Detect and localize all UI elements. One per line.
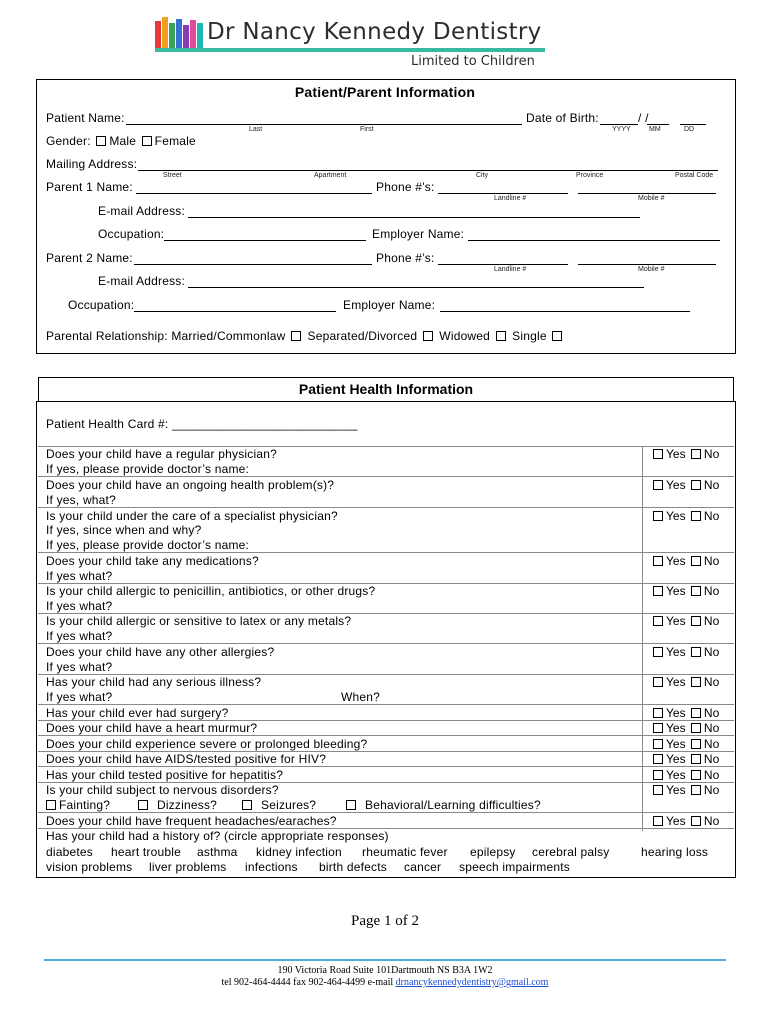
gender-label: Gender: [46,134,91,148]
no-checkbox[interactable] [691,616,701,626]
dob-day-field[interactable] [680,124,706,125]
no-checkbox[interactable] [691,586,701,596]
no-checkbox[interactable] [691,785,701,795]
no-checkbox[interactable] [691,480,701,490]
parent2-email-label: E-mail Address: [98,274,186,288]
parent2-employer-field[interactable] [440,311,690,312]
sub-mobile-1: Mobile # [638,195,665,202]
dob-label: Date of Birth: [526,111,599,125]
yes-no-choice [651,783,719,797]
yes-label: Yes [666,706,686,720]
condition[interactable]: hearing loss [641,845,709,859]
question-when: When? [341,690,381,704]
sub-last: Last [249,126,263,133]
no-label: No [703,768,720,782]
parent1-name-field[interactable] [136,193,372,194]
yes-checkbox[interactable] [653,480,663,490]
question: Has your child had a history of? (circle appropriate responses) [46,829,389,843]
nervous-disorder-options [46,798,110,812]
question: Does your child have an ongoing health problem(s)? [46,478,335,492]
row-divider [38,735,734,736]
parent2-landline-field[interactable] [438,264,568,265]
parent2-name-field[interactable] [134,264,372,265]
yes-label: Yes [666,509,686,523]
no-checkbox[interactable] [691,770,701,780]
no-checkbox[interactable] [691,511,701,521]
question-followup: If yes, since when and why? [46,523,202,537]
yes-label: Yes [666,447,686,461]
yes-no-choice [651,447,719,461]
parent2-occupation-field[interactable] [134,311,336,312]
yes-checkbox[interactable] [653,449,663,459]
widowed-label: Widowed [439,329,491,343]
sub-mobile-2: Mobile # [638,266,665,273]
sub-street: Street [163,172,182,179]
mailing-address-field[interactable] [138,170,718,171]
yes-no-choice [651,645,719,659]
yes-checkbox[interactable] [653,785,663,795]
logo-underline [155,48,545,52]
no-label: No [703,814,720,828]
no-label: No [703,675,720,689]
no-checkbox[interactable] [691,816,701,826]
separated-label: Separated/Divorced [307,329,418,343]
no-checkbox[interactable] [691,677,701,687]
logo-color-bar [155,21,161,51]
question: Is your child under the care of a specialist physician? [46,509,338,523]
yes-no-choice [651,614,719,628]
yes-no-column-divider [642,446,643,831]
yes-checkbox[interactable] [653,647,663,657]
yes-no-choice [651,675,719,689]
yes-checkbox[interactable] [653,511,663,521]
condition[interactable]: infections [245,860,298,874]
section-title-patient-parent: Patient/Parent Information [294,84,476,100]
health-card-label: Patient Health Card #: ___________________________ [46,417,358,431]
question: Does your child experience severe or prolonged bleeding? [46,737,368,751]
parent2-email-field[interactable] [188,287,644,288]
question-followup: If yes what? [46,599,113,613]
single-label: Single [512,329,547,343]
row-divider [38,704,734,705]
no-checkbox[interactable] [691,556,701,566]
no-label: No [703,783,720,797]
no-checkbox[interactable] [691,723,701,733]
parent2-mobile-field[interactable] [578,264,716,265]
dizziness-label: Dizziness? [157,798,218,812]
logo-color-bar [176,19,182,51]
no-label: No [703,721,720,735]
logo-title: Dr Nancy Kennedy Dentistry [207,19,542,45]
question: Has your child ever had surgery? [46,706,229,720]
yes-no-choice [651,584,719,598]
question-followup: If yes, please provide doctor’s name: [46,538,250,552]
mailing-address-label: Mailing Address: [46,157,138,171]
no-label: No [703,752,720,766]
yes-label: Yes [666,768,686,782]
yes-label: Yes [666,737,686,751]
yes-no-choice [651,478,719,492]
logo-subtitle: Limited to Children [411,54,535,69]
condition[interactable]: cancer [404,860,442,874]
female-checkbox[interactable] [142,136,152,146]
row-divider [38,766,734,767]
behavioral-checkbox[interactable] [346,800,356,810]
yes-label: Yes [666,478,686,492]
condition[interactable]: kidney infection [256,845,342,859]
sub-postal-code: Postal Code [675,172,714,179]
behavioral-option [344,798,541,812]
parent1-occupation-label: Occupation: [98,227,165,241]
female-label: Female [154,134,196,148]
yes-label: Yes [666,752,686,766]
condition[interactable]: heart trouble [111,845,181,859]
parent1-occupation-field[interactable] [164,240,366,241]
seizures-option [240,798,316,812]
question-followup: If yes what? [46,690,113,704]
sub-apartment: Apartment [314,172,347,179]
widowed-checkbox[interactable] [496,331,506,341]
question: Does your child have frequent headaches/earaches? [46,814,337,828]
question: Does your child take any medications? [46,554,259,568]
footer-contact-text: tel 902-464-4444 fax 902-464-4499 e-mail [221,977,394,988]
no-label: No [703,554,720,568]
yes-label: Yes [666,645,686,659]
logo-color-bar [162,17,168,51]
footer-divider [44,959,726,961]
yes-checkbox[interactable] [653,586,663,596]
condition[interactable]: speech impairments [459,860,570,874]
row-divider [38,552,734,553]
no-label: No [703,614,720,628]
condition[interactable]: cerebral palsy [532,845,610,859]
no-label: No [703,478,720,492]
yes-checkbox[interactable] [653,556,663,566]
yes-label: Yes [666,721,686,735]
no-checkbox[interactable] [691,739,701,749]
yes-no-choice [651,768,719,782]
yes-no-choice [651,721,719,735]
dob-month-field[interactable] [647,124,669,125]
parent1-name-label: Parent 1 Name: [46,180,133,194]
parent1-mobile-field[interactable] [578,193,716,194]
condition[interactable]: liver problems [149,860,227,874]
question: Has your child tested positive for hepatitis? [46,768,284,782]
no-label: No [703,447,720,461]
patient-name-field[interactable] [126,124,522,125]
logo-color-bar [190,20,196,51]
footer-address: 190 Victoria Road Suite 101Dartmouth NS B3A 1W2 [277,965,493,976]
parent2-name-label: Parent 2 Name: [46,251,133,265]
no-checkbox[interactable] [691,708,701,718]
gender-row [46,134,196,148]
behavioral-label: Behavioral/Learning difficulties? [365,798,541,812]
no-label: No [703,737,720,751]
yes-checkbox[interactable] [653,616,663,626]
patient-name-label: Patient Name: [46,111,125,125]
seizures-label: Seizures? [261,798,317,812]
dob-separators: / / [638,111,649,125]
question: Does your child have AIDS/tested positive for HIV? [46,752,327,766]
parent1-landline-field[interactable] [438,193,568,194]
parent1-employer-field[interactable] [468,240,720,241]
condition[interactable]: birth defects [319,860,387,874]
yes-checkbox[interactable] [653,708,663,718]
yes-no-choice [651,737,719,751]
parent2-occupation-label: Occupation: [68,298,135,312]
parent1-phone-label: Phone #’s: [376,180,435,194]
sub-mm: MM [649,126,661,133]
page-number: Page 1 of 2 [351,913,419,929]
question-followup: If yes what? [46,569,113,583]
yes-no-choice [651,706,719,720]
question: Does your child have a heart murmur? [46,721,258,735]
separated-checkbox[interactable] [423,331,433,341]
parent1-email-label: E-mail Address: [98,204,186,218]
sub-first: First [360,126,374,133]
married-checkbox[interactable] [291,331,301,341]
sub-dd: DD [684,126,695,133]
no-label: No [703,584,720,598]
no-label: No [703,645,720,659]
question: Is your child allergic to penicillin, antibiotics, or other drugs? [46,584,376,598]
male-checkbox[interactable] [96,136,106,146]
fainting-checkbox[interactable] [46,800,56,810]
question-followup: If yes what? [46,660,113,674]
row-divider [38,476,734,477]
parental-relationship-row [46,329,565,343]
yes-label: Yes [666,614,686,628]
yes-checkbox[interactable] [653,677,663,687]
relationship-label: Parental Relationship: Married/Commonlaw [46,329,286,343]
no-checkbox[interactable] [691,449,701,459]
yes-checkbox[interactable] [653,739,663,749]
parent1-email-field[interactable] [188,217,640,218]
yes-checkbox[interactable] [653,754,663,764]
yes-checkbox[interactable] [653,723,663,733]
condition[interactable]: epilepsy [470,845,516,859]
logo-color-bar [197,23,203,51]
question: Is your child subject to nervous disorders? [46,783,279,797]
yes-no-choice [651,509,719,523]
yes-label: Yes [666,675,686,689]
yes-no-choice [651,752,719,766]
row-divider [38,643,734,644]
question: Does your child have a regular physician? [46,447,277,461]
condition[interactable]: rheumatic fever [362,845,448,859]
sub-province: Province [576,172,604,179]
sub-landline-1: Landline # [494,195,527,202]
section-title-health: Patient Health Information [38,377,734,402]
yes-label: Yes [666,584,686,598]
no-checkbox[interactable] [691,647,701,657]
question: Has your child had any serious illness? [46,675,262,689]
condition[interactable]: diabetes [46,845,93,859]
dizziness-checkbox[interactable] [138,800,148,810]
question-followup: If yes, what? [46,493,116,507]
row-divider [38,812,734,813]
parent2-employer-label: Employer Name: [343,298,436,312]
sub-landline-2: Landline # [494,266,527,273]
yes-no-choice [651,554,719,568]
logo-color-bar [169,23,175,51]
dob-year-field[interactable] [600,124,638,125]
no-label: No [703,509,720,523]
yes-label: Yes [666,783,686,797]
yes-label: Yes [666,554,686,568]
condition[interactable]: vision problems [46,860,133,874]
question: Does your child have any other allergies? [46,645,275,659]
seizures-checkbox[interactable] [242,800,252,810]
yes-no-choice [651,814,719,828]
yes-label: Yes [666,814,686,828]
question: Is your child allergic or sensitive to latex or any metals? [46,614,352,628]
single-checkbox[interactable] [552,331,562,341]
male-label: Male [109,134,137,148]
yes-checkbox[interactable] [653,770,663,780]
question-followup: If yes what? [46,629,113,643]
sub-yyyy: YYYY [612,126,631,133]
sub-city: City [476,172,489,179]
parent2-phone-label: Phone #’s: [376,251,435,265]
no-checkbox[interactable] [691,754,701,764]
parent1-employer-label: Employer Name: [372,227,465,241]
question-followup: If yes, please provide doctor’s name: [46,462,250,476]
footer-contact [0,977,770,988]
row-divider [38,507,734,508]
footer-email-link[interactable]: drnancykennedydentistry@gmail.com [395,977,549,988]
logo-color-bars [155,17,205,51]
no-label: No [703,706,720,720]
fainting-label: Fainting? [59,798,111,812]
condition[interactable]: asthma [197,845,238,859]
dizziness-option [136,798,217,812]
yes-checkbox[interactable] [653,816,663,826]
